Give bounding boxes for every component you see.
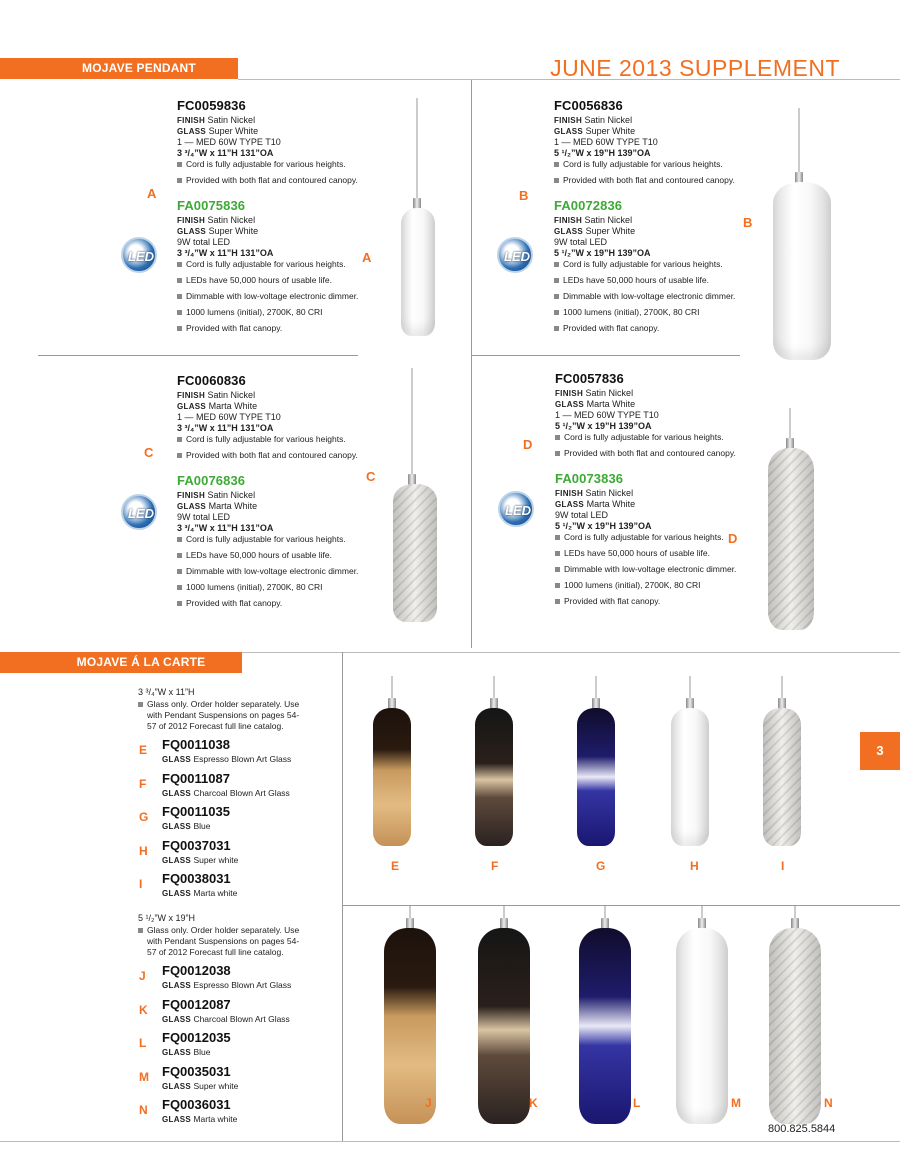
product-c (177, 373, 377, 609)
alacarte-sku: FQ0035031 (162, 1063, 231, 1079)
finish-label: FINISH (177, 216, 206, 225)
lamp-line: 1 — MED 60W TYPE T10 (555, 410, 659, 420)
alacarte-glass (162, 1047, 210, 1057)
small-dims: 3 ³/₄”W x 11”H (138, 687, 195, 697)
bullet: Cord is fully adjustable for various heights. (177, 534, 377, 545)
alacarte-glass (162, 888, 237, 898)
alacarte-letter: K (139, 1002, 148, 1017)
alacarte-glass (162, 1014, 290, 1024)
alacarte-image-letter: K (529, 1096, 538, 1110)
glass-label: GLASS (555, 500, 585, 509)
page-title: JUNE 2013 SUPPLEMENT (550, 55, 840, 81)
alacarte-letter: L (139, 1036, 147, 1050)
finish-value: Satin Nickel (584, 115, 633, 125)
spec-lines (177, 215, 377, 259)
glass-label: GLASS (162, 1081, 192, 1091)
alacarte-sku: FQ0011035 (162, 804, 230, 819)
footer-rule (0, 1141, 900, 1142)
glass-value: Marta White (208, 501, 258, 511)
glass-label: GLASS (162, 889, 192, 898)
finish-value: Satin Nickel (207, 490, 256, 500)
alacarte-sku: FQ0012035 (162, 1030, 231, 1045)
glass-value: Super White (208, 226, 259, 236)
glass-label: GLASS (162, 788, 192, 798)
alacarte-letter: F (139, 776, 147, 791)
dims-line: 5 ¹/₂”W x 19”H 139”OA (554, 248, 651, 258)
lamp-line: 1 — MED 60W TYPE T10 (554, 137, 658, 147)
alacarte-glass (162, 788, 290, 798)
bullet: Cord is fully adjustable for various heights. (554, 259, 754, 270)
bullet: 1000 lumens (initial), 2700K, 80 CRI (555, 580, 755, 591)
product-letter-c: C (144, 445, 154, 460)
glass-value: Charcoal Blown Art Glass (193, 1013, 290, 1024)
spec-lines (555, 388, 755, 432)
glass-value: Blue (193, 821, 211, 831)
finish-line (177, 390, 377, 401)
divider-b-d (472, 355, 740, 356)
alacarte-image-letter: G (596, 859, 606, 873)
glass-line (555, 399, 755, 410)
glass-line (554, 126, 754, 137)
spec-block (555, 371, 755, 459)
led-spec-block (554, 198, 754, 334)
spec-lines (555, 488, 755, 532)
sku: FC0059836 (177, 98, 246, 113)
finish-label: FINISH (177, 391, 206, 400)
alacarte-letter: J (139, 969, 146, 983)
dims-line: 3 ³/₄”W x 11”H 131”OA (177, 248, 274, 258)
bullet: Provided with both flat and contoured canopy. (555, 448, 755, 459)
spec-lines (554, 115, 754, 159)
spec-lines (554, 215, 754, 259)
bullet: Provided with flat canopy. (177, 598, 377, 609)
finish-line (177, 115, 377, 126)
glass-value: Super White (208, 126, 259, 136)
product-b (554, 98, 754, 334)
glass-line (554, 226, 754, 237)
alacarte-letter: N (139, 1103, 148, 1117)
alacarte-sku: FQ0011087 (162, 770, 230, 786)
alacarte-glass (162, 754, 291, 764)
image-letter-c: C (366, 469, 376, 484)
led-badge-icon: LED (121, 494, 157, 530)
glass-line (555, 499, 755, 510)
glass-label: GLASS (177, 402, 207, 411)
glass-value: Blue (193, 1047, 211, 1057)
bullet: Dimmable with low-voltage electronic dimmer. (177, 566, 377, 577)
alacarte-letter: G (139, 810, 149, 824)
alacarte-sku: FQ0037031 (162, 837, 231, 853)
alacarte-sku: FQ0036031 (162, 1097, 231, 1112)
bullet: LEDs have 50,000 hours of usable life. (177, 275, 377, 286)
glass-value: Super white (193, 1080, 239, 1091)
alacarte-letter: M (139, 1069, 149, 1084)
dims-line: 5 ¹/₂”W x 19”H 139”OA (554, 148, 651, 158)
sku: FC0060836 (177, 373, 246, 388)
finish-line (555, 388, 755, 399)
section-tab: MOJAVE PENDANT (0, 58, 238, 79)
alacarte-sku: FQ0012087 (162, 996, 231, 1012)
spec-lines (177, 115, 377, 159)
finish-label: FINISH (555, 489, 584, 498)
sku: FC0057836 (555, 371, 624, 386)
alacarte-glass (162, 821, 210, 831)
lamp-line: 1 — MED 60W TYPE T10 (177, 137, 281, 147)
led-badge-icon: LED (497, 237, 533, 273)
glass-label: GLASS (555, 400, 585, 409)
alacarte-image-letter: N (824, 1096, 833, 1110)
glass-value: Marta white (193, 888, 238, 898)
bullet: Provided with both flat and contoured canopy. (177, 450, 377, 461)
finish-line (555, 488, 755, 499)
glass-label: GLASS (162, 1014, 192, 1024)
led-sku: FA0075836 (177, 198, 246, 213)
led-sku: FA0073836 (555, 471, 624, 486)
large-note: Glass only. Order holder separately. Use with Pendant Suspensions on pages 54-57 of 2012 Forecast full line catalog. (138, 925, 308, 958)
glass-line (177, 126, 377, 137)
product-letter-b: B (519, 188, 529, 203)
glass-line (177, 226, 377, 237)
bullet: Dimmable with low-voltage electronic dimmer. (177, 291, 377, 302)
glass-value: Super White (585, 226, 636, 236)
dims-line: 3 ³/₄”W x 11”H 131”OA (177, 523, 274, 533)
lamp-line: 9W total LED (177, 237, 231, 247)
lamp-line: 1 — MED 60W TYPE T10 (177, 412, 281, 422)
glass-value: Marta white (193, 1114, 238, 1124)
phone-number: 800.825.5844 (768, 1123, 836, 1135)
glass-label: GLASS (177, 127, 207, 136)
bullet: Cord is fully adjustable for various heights. (177, 434, 377, 445)
spec-block (177, 98, 377, 186)
alacarte-letter: H (139, 843, 148, 858)
bullet: Dimmable with low-voltage electronic dimmer. (555, 564, 755, 575)
alacarte-rule (242, 652, 900, 653)
finish-value: Satin Nickel (207, 390, 256, 400)
glass-value: Espresso Blown Art Glass (193, 980, 292, 990)
alacarte-sku: FQ0038031 (162, 871, 231, 886)
finish-label: FINISH (555, 389, 584, 398)
alacarte-sku: FQ0011038 (162, 737, 230, 752)
finish-value: Satin Nickel (584, 215, 633, 225)
lamp-line: 9W total LED (554, 237, 608, 247)
finish-label: FINISH (177, 116, 206, 125)
spec-lines (177, 490, 377, 534)
bullet: LEDs have 50,000 hours of usable life. (554, 275, 754, 286)
bullet: 1000 lumens (initial), 2700K, 80 CRI (177, 582, 377, 593)
finish-value: Satin Nickel (585, 488, 634, 498)
finish-line (554, 115, 754, 126)
bullet: Cord is fully adjustable for various heights. (555, 532, 755, 543)
lamp-line: 9W total LED (555, 510, 609, 520)
glass-label: GLASS (162, 822, 192, 831)
bullet: Cord is fully adjustable for various heights. (555, 432, 755, 443)
bullet: Cord is fully adjustable for various heights. (177, 159, 377, 170)
alacarte-letter: I (139, 877, 143, 891)
finish-value: Satin Nickel (585, 388, 634, 398)
bullet: Provided with both flat and contoured canopy. (177, 175, 377, 186)
glass-label: GLASS (177, 227, 207, 236)
glass-label: GLASS (162, 981, 192, 990)
sku: FC0056836 (554, 98, 623, 113)
alacarte-tab: MOJAVE Á LA CARTE (0, 652, 242, 673)
finish-line (177, 215, 377, 226)
spec-block (177, 373, 377, 461)
bullet: Dimmable with low-voltage electronic dimmer. (554, 291, 754, 302)
divider-vertical (471, 80, 472, 648)
glass-value: Charcoal Blown Art Glass (193, 787, 290, 798)
bullet: LEDs have 50,000 hours of usable life. (177, 550, 377, 561)
alacarte-sku: FQ0012038 (162, 963, 231, 978)
alacarte-glass (162, 1114, 237, 1124)
product-letter-a: A (147, 186, 157, 201)
led-spec-block (177, 198, 377, 334)
glass-line (177, 401, 377, 412)
alacarte-glass (162, 855, 238, 865)
dims-line: 5 ¹/₂”W x 19”H 139”OA (555, 421, 652, 431)
finish-value: Satin Nickel (207, 115, 256, 125)
alacarte-image-letter: E (391, 859, 400, 873)
alacarte-image-letter: L (633, 1096, 641, 1110)
dims-line: 5 ¹/₂”W x 19”H 139”OA (555, 521, 652, 531)
divider-a-c (38, 355, 358, 356)
small-note: Glass only. Order holder separately. Use with Pendant Suspensions on pages 54-57 of 2012 Forecast full line catalog. (138, 699, 308, 732)
alacarte-small-spec (138, 687, 308, 732)
glass-value: Espresso Blown Art Glass (193, 754, 292, 764)
image-letter-b: B (743, 215, 753, 230)
page-number-tab: 3 (860, 732, 900, 770)
glass-label: GLASS (177, 502, 207, 511)
led-spec-block (177, 473, 377, 609)
alacarte-row-divider (343, 905, 900, 906)
product-a (177, 98, 377, 334)
glass-value: Super white (193, 854, 239, 865)
alacarte-image-letter: F (491, 859, 499, 873)
lamp-line: 9W total LED (177, 512, 231, 522)
led-badge-icon: LED (121, 237, 157, 273)
alacarte-glass (162, 1081, 238, 1091)
dims-line: 3 ³/₄”W x 11”H 131”OA (177, 148, 274, 158)
glass-label: GLASS (162, 855, 192, 865)
finish-line (177, 490, 377, 501)
led-sku: FA0072836 (554, 198, 623, 213)
bullet: Provided with both flat and contoured canopy. (554, 175, 754, 186)
image-letter-d: D (728, 531, 738, 546)
glass-label: GLASS (162, 1048, 192, 1057)
alacarte-letter: E (139, 743, 148, 757)
product-d (555, 371, 755, 607)
product-letter-d: D (523, 437, 533, 452)
glass-label: GLASS (162, 755, 192, 764)
large-dims: 5 ¹/₂”W x 19”H (138, 913, 195, 923)
glass-value: Marta White (208, 401, 258, 411)
glass-label: GLASS (554, 127, 584, 136)
bullet: Provided with flat canopy. (177, 323, 377, 334)
glass-label: GLASS (162, 1115, 192, 1124)
finish-value: Satin Nickel (207, 215, 256, 225)
alacarte-large-spec (138, 913, 308, 958)
alacarte-image-letter: I (781, 859, 785, 873)
bullet: Provided with flat canopy. (554, 323, 754, 334)
alacarte-glass (162, 980, 291, 990)
bullet: Provided with flat canopy. (555, 596, 755, 607)
led-sku: FA0076836 (177, 473, 246, 488)
bullet: 1000 lumens (initial), 2700K, 80 CRI (177, 307, 377, 318)
alacarte-image-letter: M (731, 1096, 741, 1110)
glass-label: GLASS (554, 227, 584, 236)
image-letter-a: A (362, 250, 372, 265)
alacarte-image-letter: H (690, 859, 699, 873)
bullet: Cord is fully adjustable for various heights. (177, 259, 377, 270)
led-badge-icon: LED (498, 491, 534, 527)
glass-value: Super White (585, 126, 636, 136)
finish-line (554, 215, 754, 226)
finish-label: FINISH (554, 216, 583, 225)
glass-value: Marta White (586, 499, 636, 509)
bullet: 1000 lumens (initial), 2700K, 80 CRI (554, 307, 754, 318)
glass-value: Marta White (586, 399, 636, 409)
spec-lines (177, 390, 377, 434)
alacarte-divider (342, 652, 343, 1142)
finish-label: FINISH (177, 491, 206, 500)
glass-line (177, 501, 377, 512)
bullet: Cord is fully adjustable for various heights. (554, 159, 754, 170)
alacarte-image-letter: J (425, 1096, 432, 1110)
finish-label: FINISH (554, 116, 583, 125)
bullet: LEDs have 50,000 hours of usable life. (555, 548, 755, 559)
led-spec-block (555, 471, 755, 607)
spec-block (554, 98, 754, 186)
dims-line: 3 ³/₄”W x 11”H 131”OA (177, 423, 274, 433)
